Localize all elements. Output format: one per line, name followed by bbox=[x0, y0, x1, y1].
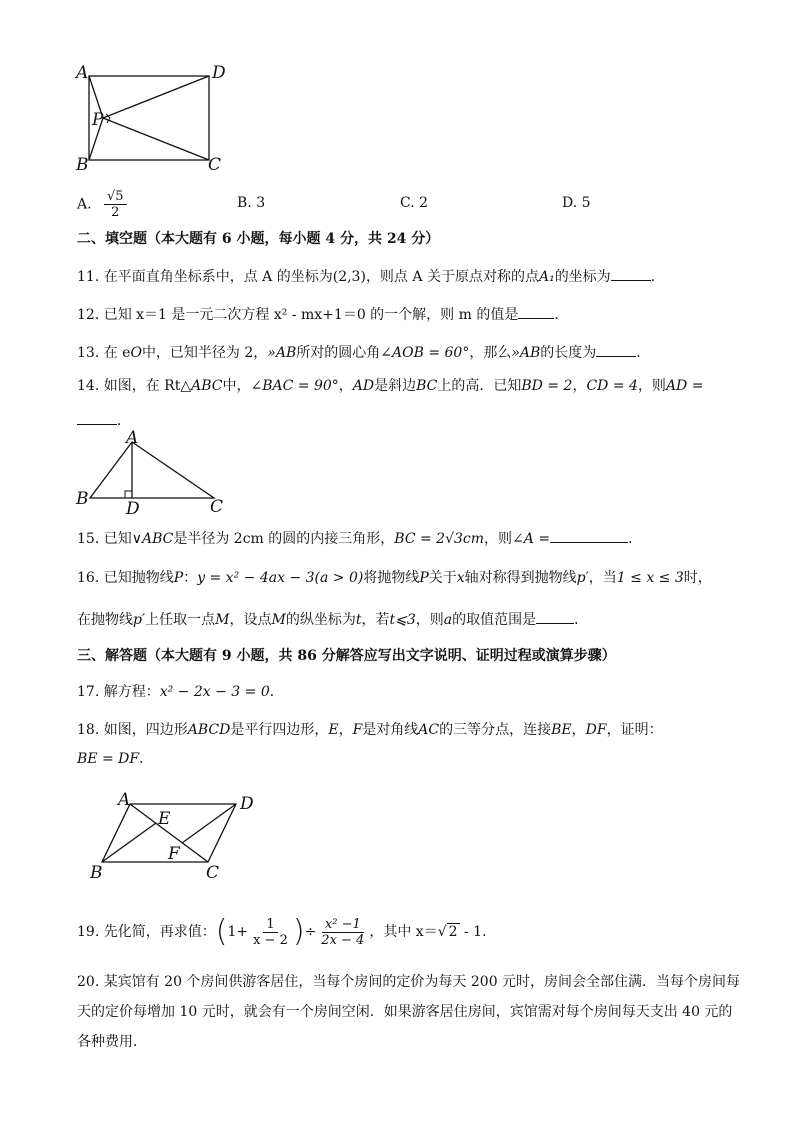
label-c: C bbox=[206, 863, 220, 883]
choice-d: D. 5 bbox=[562, 195, 591, 211]
figure-rectangle-abcd bbox=[72, 60, 232, 178]
question-12: 12. 已知 x＝1 是一元二次方程 x² - mx+1＝0 的一个解，则 m 的值是 ． bbox=[77, 304, 568, 324]
label-d: D bbox=[212, 63, 226, 83]
question-18-line-1: 18. 如图，四边形ABCD是平行四边形，E，F是对角线AC的三等分点，连接BE，DF，证明： bbox=[77, 722, 663, 738]
question-16-line-2: 在抛物线p′上任取一点M，设点M的纵坐标为t，若t⩽3，则a的取值范围是 ． bbox=[77, 609, 588, 629]
label-a: A bbox=[118, 790, 131, 810]
label-b: B bbox=[76, 489, 89, 509]
question-11: 11. 在平面直角坐标系中，点 A 的坐标为(2,3)，则点 A 关于原点对称的点A₁的坐标为 ． bbox=[77, 266, 665, 286]
label-p: P bbox=[92, 110, 104, 130]
question-17: 17. 解方程：x² − 2x − 3 = 0． bbox=[77, 684, 284, 700]
figure-triangle-abc bbox=[72, 428, 232, 516]
question-20-line-1: 20. 某宾馆有 20 个房间供游客居住，当每个房间的定价为每天 200 元时，房间会全部住满．当每个房间每 bbox=[77, 974, 741, 990]
label-d: D bbox=[126, 499, 140, 516]
label-d: D bbox=[240, 794, 254, 814]
choice-b: B. 3 bbox=[237, 195, 266, 211]
label-a: A bbox=[76, 63, 89, 83]
section-2-heading: 二、填空题（本大题有 6 小题，每小题 4 分，共 24 分） bbox=[77, 231, 440, 247]
question-20-line-2: 天的定价每增加 10 元时，就会有一个房间空闲．如果游客居住房间，宾馆需对每个房间每天支出 40 元的 bbox=[77, 1004, 733, 1020]
question-18-line-2: BE = DF． bbox=[77, 751, 154, 767]
label-a: A bbox=[126, 428, 139, 448]
fraction-x2-minus-1-over-2x-minus-4: $\frac{\text{x² −1}}{2x - 4}$ bbox=[321, 916, 365, 948]
fraction-1-over-x-minus-2: $\frac{1}{x - 2}$ bbox=[253, 916, 288, 948]
label-c: C bbox=[210, 497, 224, 516]
question-14-line-2: ． bbox=[77, 410, 131, 430]
question-14-line-1: 14. 如图，在 Rt△ABC中，∠BAC = 90°，AD是斜边BC上的高．已知BD = 2，CD = 4，则AD = bbox=[77, 378, 704, 394]
question-20-line-3: 各种费用． bbox=[77, 1034, 147, 1050]
label-b: B bbox=[76, 155, 89, 175]
question-15: 15. 已知∨ABC是半径为 2cm 的圆的内接三角形，BC = 2√3cm，则∠A = ． bbox=[77, 528, 642, 548]
choice-a: A. $\frac{√5}{2}$ bbox=[77, 189, 129, 220]
choice-c: C. 2 bbox=[400, 195, 429, 211]
fraction-sqrt5-over-2: $\frac{√5}{2}$ bbox=[104, 189, 127, 220]
label-f: F bbox=[168, 844, 180, 864]
section-3-heading: 三、解答题（本大题有 9 小题，共 86 分解答应写出文字说明、证明过程或演算步骤） bbox=[77, 648, 616, 664]
figure-parallelogram-abcd bbox=[86, 790, 266, 886]
question-16-line-1: 16. 已知抛物线P：y = x² − 4ax − 3(a > 0)将抛物线P关于x轴对称得到抛物线p′，当1 ≤ x ≤ 3时， bbox=[77, 570, 712, 586]
label-c: C bbox=[208, 155, 222, 175]
question-19: 19. 先化简，再求值：(1+ $\frac{1}{x - 2}$ )÷ $\frac{\text{x² −1}}{2x - 4}$ ，其中 x＝√ 2 - 1． bbox=[77, 914, 497, 949]
question-13: 13. 在 eO中，已知半径为 2，»AB所对的圆心角∠AOB = 60°，那么»AB的长度为 ． bbox=[77, 342, 650, 362]
label-e: E bbox=[158, 809, 171, 829]
label-b: B bbox=[90, 863, 103, 883]
